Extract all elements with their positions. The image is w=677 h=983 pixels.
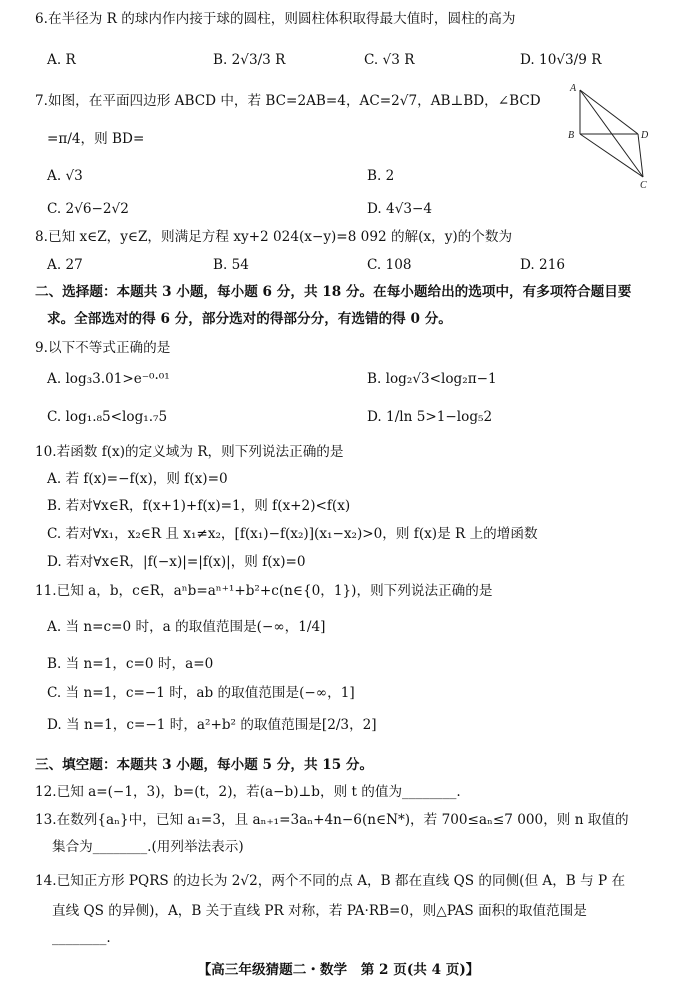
q9-option-d: D. 1/ln 5>1−log₅2 (367, 409, 493, 425)
q8-option-d: D. 216 (520, 257, 566, 273)
q10-stem: 10.若函数 f(x)的定义域为 R，则下列说法正确的是 (35, 444, 344, 460)
q6-stem: 6.在半径为 R 的球内作内接于球的圆柱，则圆柱体积取得最大值时，圆柱的高为 (35, 11, 516, 27)
q14-stem-line1: 14.已知正方形 PQRS 的边长为 2√2，两个不同的点 A，B 都在直线 QS 的同侧(但 A，B 与 P 在 (35, 873, 626, 889)
q9-option-b: B. log₂√3<log₂π−1 (367, 371, 497, 387)
q7-label-d: D (641, 130, 649, 141)
q8-option-b: B. 54 (213, 257, 249, 273)
q10-option-b: B. 若对∀x∈R，f(x+1)+f(x)=1，则 f(x+2)<f(x) (47, 498, 351, 514)
q7-stem-line2: =π/4，则 BD= (47, 131, 145, 147)
q8-stem: 8.已知 x∈Z，y∈Z，则满足方程 xy+2 024(x−y)=8 092 的解(x，y)的个数为 (35, 229, 513, 245)
q7-quadrilateral-figure (563, 80, 658, 190)
q13-stem-line2: 集合为________.(用列举法表示) (52, 839, 244, 855)
q7-option-c: C. 2√6−2√2 (47, 201, 129, 217)
q9-stem: 9.以下不等式正确的是 (35, 340, 171, 356)
q14-stem-line2: 直线 QS 的异侧)，A，B 关于直线 PR 对称，若 PA·RB=0，则△PAS 面积的取值范围是 (52, 903, 587, 919)
q8-option-c: C. 108 (367, 257, 412, 273)
q13-stem-line1: 13.在数列{aₙ}中，已知 a₁=3，且 aₙ₊₁=3aₙ+4n−6(n∈N*)，若 700≤aₙ≤7 000，则 n 取值的 (35, 812, 629, 828)
q11-stem: 11.已知 a，b，c∈R，aⁿb=aⁿ⁺¹+b²+c(n∈{0，1})，则下列说法正确的是 (35, 583, 493, 599)
q14-stem-line3: ________. (52, 930, 111, 946)
q7-stem-line1: 7.如图，在平面四边形 ABCD 中，若 BC=2AB=4，AC=2√7，AB⊥BD，∠BCD (35, 93, 541, 109)
q7-option-d: D. 4√3−4 (367, 201, 433, 217)
section2-heading-line1: 二、选择题：本题共 3 小题，每小题 6 分，共 18 分。在每小题给出的选项中，有多项符合题目要 (35, 284, 632, 300)
q12-stem: 12.已知 a=(−1，3)，b=(t，2)，若(a−b)⊥b，则 t 的值为________. (35, 784, 461, 800)
q7-label-c: C (640, 180, 647, 190)
q6-option-c: C. √3 R (364, 52, 415, 68)
q6-option-b: B. 2√3/3 R (213, 52, 286, 68)
q7-option-b: B. 2 (367, 168, 395, 184)
q6-option-a: A. R (47, 52, 76, 68)
q7-option-a: A. √3 (47, 168, 83, 184)
q10-option-c: C. 若对∀x₁，x₂∈R 且 x₁≠x₂，[f(x₁)−f(x₂)](x₁−x₂)>0，则 f(x)是 R 上的增函数 (47, 526, 538, 542)
q11-option-b: B. 当 n=1，c=0 时，a=0 (47, 656, 214, 672)
q8-option-a: A. 27 (47, 257, 83, 273)
q7-label-a: A (570, 83, 577, 94)
q10-option-a: A. 若 f(x)=−f(x)，则 f(x)=0 (47, 471, 228, 487)
section2-heading-line2: 求。全部选对的得 6 分，部分选对的得部分分，有选错的得 0 分。 (47, 311, 452, 327)
q6-option-d: D. 10√3/9 R (520, 52, 602, 68)
section3-heading: 三、填空题：本题共 3 小题，每小题 5 分，共 15 分。 (35, 757, 374, 773)
q11-option-a: A. 当 n=c=0 时，a 的取值范围是(−∞，1/4] (47, 619, 326, 635)
q7-label-b: B (568, 130, 575, 141)
q10-option-d: D. 若对∀x∈R，|f(−x)|=|f(x)|，则 f(x)=0 (47, 554, 306, 570)
q9-option-a: A. log₃3.01>e⁻⁰·⁰¹ (47, 371, 170, 387)
q9-option-c: C. log₁.₈5<log₁.₇5 (47, 409, 168, 425)
q11-option-d: D. 当 n=1，c=−1 时，a²+b² 的取值范围是[2/3，2] (47, 717, 377, 733)
page-footer: 【高三年级猜题二・数学 第 2 页(共 4 页)】 (197, 962, 480, 978)
q11-option-c: C. 当 n=1，c=−1 时，ab 的取值范围是(−∞，1] (47, 685, 355, 701)
